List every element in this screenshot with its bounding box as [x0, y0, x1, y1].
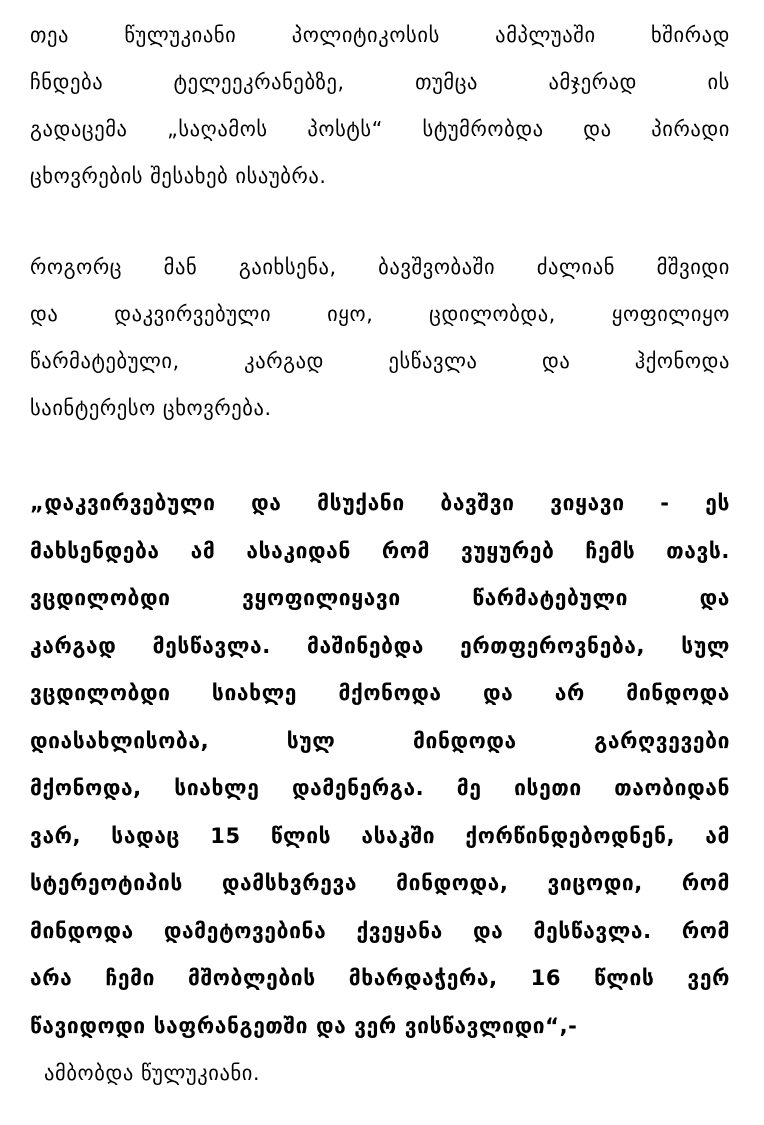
- childhood-paragraph: [30, 244, 730, 432]
- text-line: საინტერესო ცხოვრება.: [30, 396, 272, 420]
- quote-line: „დაკვირვებული და მსუქანი ბავშვი ვიყავი - ეს: [30, 491, 730, 515]
- text-line: წარმატებული, კარგად ესწავლა და ჰქონოდა: [30, 349, 730, 373]
- quote-line: ვცდილობდი ვყოფილიყავი წარმატებული და: [30, 586, 730, 610]
- quote-line: მახსენდება ამ ასაკიდან რომ ვუყურებ ჩემს თავს.: [30, 538, 730, 563]
- quote-line: წავიდოდი საფრანგეთში და ვერ ვისწავლიდი“,-: [30, 1013, 578, 1038]
- text-line: და დაკვირვებული იყო, ცდილობდა, ყოფილიყო: [30, 302, 730, 326]
- quote-line: მინდოდა დამეტოვებინა ქვეყანა და მესწავლა. რომ: [30, 918, 730, 943]
- quote-paragraph: [30, 480, 730, 1050]
- quote-attribution: ამბობდა წულუკიანი.: [44, 1061, 261, 1085]
- text-line: როგორც მან გაიხსენა, ბავშვობაში ძალიან მშვიდი: [30, 255, 730, 279]
- quote-line: სტერეოტიპის დამსხვრევა მინდოდა, ვიცოდი, რომ: [30, 871, 730, 895]
- quote-line: კარგად მესწავლა. მაშინებდა ერთფეროვნება, სულ: [30, 633, 730, 658]
- intro-paragraph: [30, 12, 730, 200]
- quote-line: ვარ, სადაც 15 წლის ასაკში ქორწინდებოდნენ, ამ: [30, 823, 730, 848]
- quote-line: არა ჩემი მშობლების მხარდაჭერა, 16 წლის ვერ: [30, 966, 730, 990]
- quote-line: მქონოდა, სიახლე დამენერგა. მე ისეთი თაობიდან: [30, 776, 730, 800]
- text-line: გადაცემა „საღამოს პოსტს“ სტუმრობდა და პირადი: [30, 117, 730, 141]
- text-line: თეა წულუკიანი პოლიტიკოსის ამპლუაში ხშირად: [30, 23, 730, 47]
- quote-line: ვცდილობდი სიახლე მქონოდა და არ მინდოდა: [30, 681, 730, 705]
- text-line: ცხოვრების შესახებ ისაუბრა.: [30, 164, 327, 188]
- article-body: [30, 12, 730, 1118]
- text-line: ჩნდება ტელეეკრანებზე, თუმცა ამჯერად ის: [30, 70, 730, 94]
- quote-line: დიასახლისობა, სულ მინდოდა გარღვევები: [30, 728, 730, 753]
